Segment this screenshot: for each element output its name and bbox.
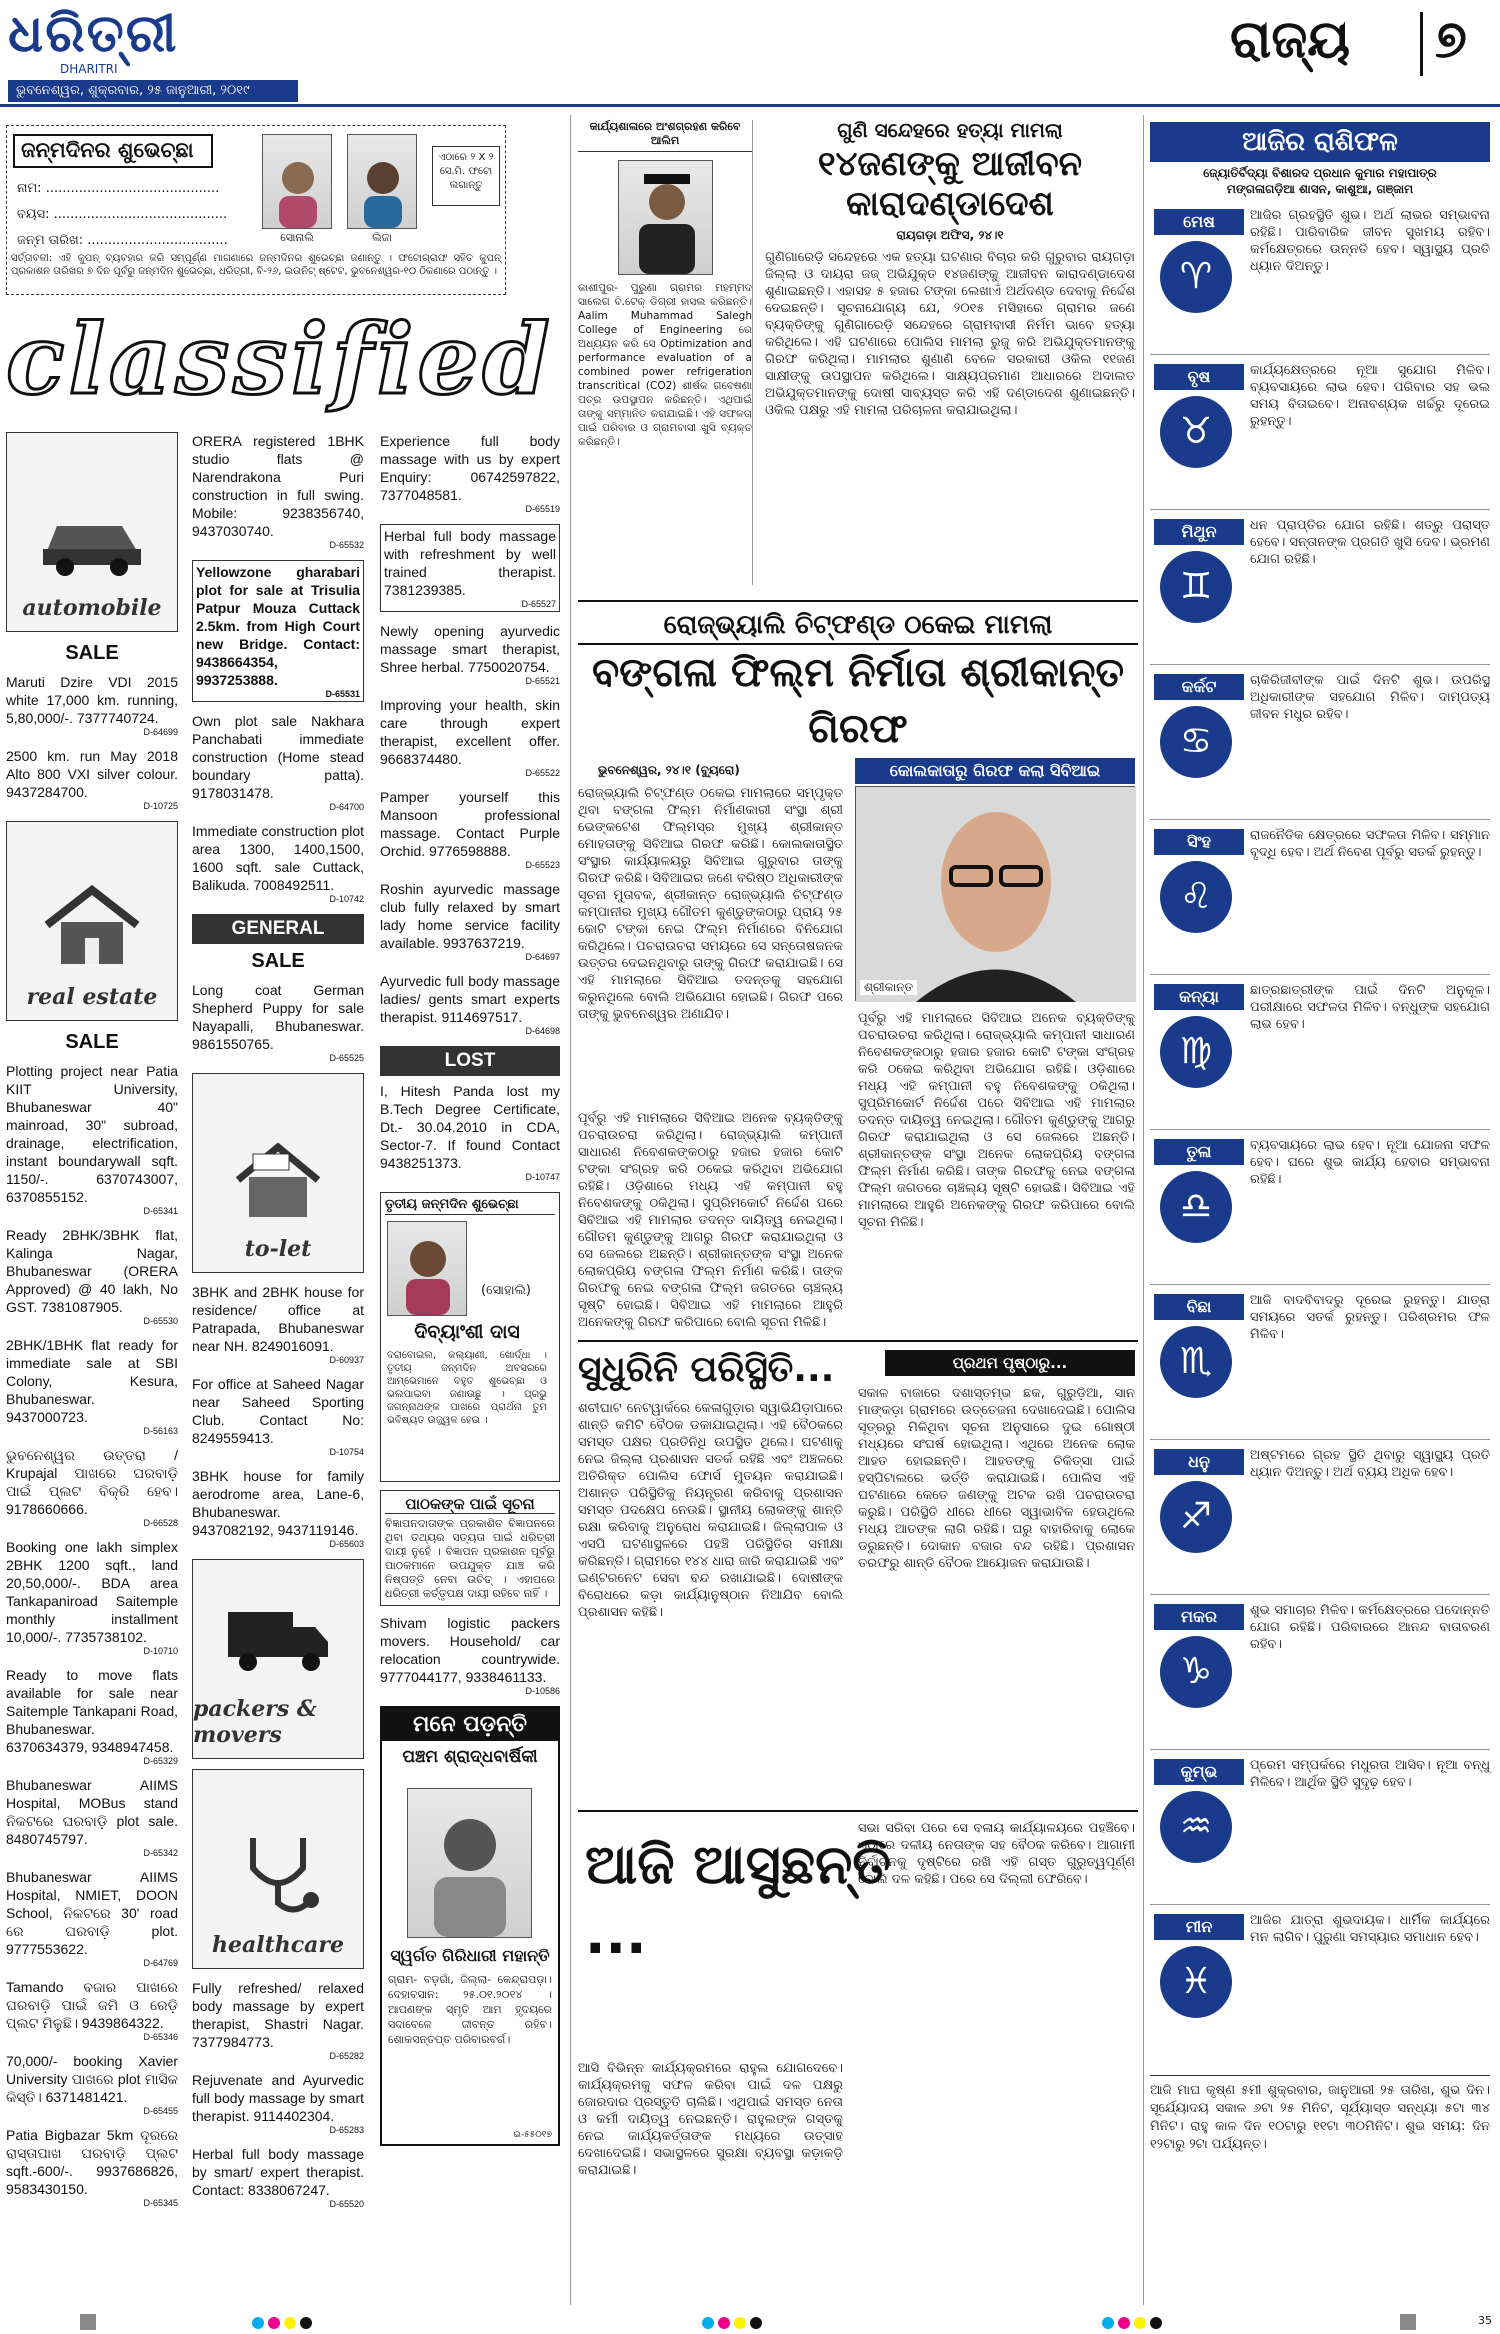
zodiac-sign-icon: ♉	[1160, 396, 1232, 468]
rashi-prediction: ଛାତ୍ରଛାତ୍ରୀଙ୍କ ପାଇଁ ଦିନଟି ଅନୁକୂଳ। ପରୀକ୍ଷାରେ ସଫଳତା ମିଳିବ। ବନ୍ଧୁଙ୍କ ସହଯୋଗ ଲାଭ ହେବ।	[1250, 983, 1490, 1032]
classified-column-2	[192, 432, 364, 2302]
rashi-divider	[1150, 1749, 1490, 1750]
column-rule	[570, 115, 571, 2305]
category-label: real estate	[26, 984, 158, 1010]
classified-ad[interactable]: 2500 km. run May 2018 Alto 800 VXI silver colour. 9437284700. D-10725	[6, 748, 178, 811]
rashi-name: ଧନୁ	[1154, 1449, 1244, 1475]
story-dateline: ରାୟଗଡ଼ା ଅଫିସ, ୨୪।୧	[896, 228, 1004, 242]
person-portrait-icon	[856, 787, 1136, 1002]
classified-ad[interactable]: 70,000/- booking Xavier University ପାଖରେ plot ମାସିକ କିସ୍ତି। 6371481421. D-65455	[6, 2053, 178, 2116]
rashi-name: କୁମ୍ଭ	[1154, 1759, 1244, 1785]
rashi-prediction: ଆଜିର ଗ୍ରହସ୍ଥିତି ଶୁଭ। ଅର୍ଥ ଲାଭର ସମ୍ଭାବନା ରହିଛି। ପାରିବାରିକ ଜୀବନ ସୁଖମୟ ରହିବ। କର୍ମକ୍ଷେତ୍ରରେ ଉନ୍ନତି ହେବ। ସ୍ୱାସ୍ଥ୍ୟ ପ୍ରତି ଧ୍ୟାନ ଦିଅନ୍ତୁ।	[1250, 208, 1490, 274]
logo-subtext: DHARITRI	[60, 62, 118, 76]
rashi-name: ମିଥୁନ	[1154, 519, 1244, 545]
news-story-rosevalley	[578, 610, 1138, 778]
print-register-bar	[0, 2310, 1500, 2334]
color-register-marks	[1100, 2314, 1164, 2333]
classified-ad[interactable]: Tamando ବଜାର ପାଖରେ ଘରବାଡ଼ି ପାଇଁ ଜମି ଓ ରେଡ଼ି ପ୍ଲଟ ମିଳୁଛି। 9439864322. D-65346	[6, 1979, 178, 2042]
zodiac-sign-icon: ♈	[1160, 241, 1232, 313]
classified-ad[interactable]: Bhubaneswar AIIMS Hospital, NMIET, DOON School, ନିକଟରେ 30' road ରେ ଘରବାଡ଼ି plot. 9777553622. D-64769	[6, 1869, 178, 1968]
photo-size-note: ଏଠାରେ ୨ X ୨ ସେ.ମି. ଫଟୋ ଲଗାନ୍ତୁ	[432, 146, 500, 206]
classified-ad[interactable]: 2BHK/1BHK flat ready for immediate sale at SBI Colony, Kesura, Bhubaneswar. 9437000723. D-56163	[6, 1337, 178, 1436]
category-label: healthcare	[212, 1932, 344, 1958]
zodiac-sign-icon: ♐	[1160, 1481, 1232, 1553]
rashi-prediction: ଚାକିରିଜୀବୀଙ୍କ ପାଇଁ ଦିନଟି ଶୁଭ। ଉପରିସ୍ଥ ଅଧିକାରୀଙ୍କ ସହଯୋଗ ମିଳିବ। ଦାମ୍ପତ୍ୟ ଜୀବନ ମଧୁର ରହିବ।	[1250, 673, 1490, 722]
rashi-row	[1150, 1755, 1490, 1903]
story-kicker: ରୋଜ୍‌ଭ୍ୟାଲି ଚିଟ୍‌ଫଣ୍ଡ ଠକେଇ ମାମଲା	[578, 610, 1138, 645]
rashi-row	[1150, 515, 1490, 663]
reader-notice-title: ପାଠକଙ୍କ ପାଇଁ ସୂଚନା	[385, 1495, 555, 1514]
house-icon	[37, 880, 147, 970]
classified-ad[interactable]: I, Hitesh Panda lost my B.Tech Degree Certificate, Dt.- 30.04.2010 in CDA, Sector-7. If found Contact 9438251373. D-10747	[380, 1083, 560, 1182]
classified-ad[interactable]: Experience full body massage with us by expert Enquiry: 06742597822, 7377048581. D-65519	[380, 433, 560, 514]
story-headline: ଆଜି ଆସୁଛନ୍ତି ...	[585, 1833, 891, 1966]
rashi-prediction: ଆଜିର ଯାତ୍ରା ଶୁଭଦାୟକ। ଧାର୍ମିକ କାର୍ଯ୍ୟରେ ମନ ଲାଗିବ। ପୁରୁଣା ସମସ୍ୟାର ସମାଧାନ ହେବ।	[1250, 1913, 1490, 1945]
graduate-portrait-icon	[619, 164, 712, 274]
rashi-row	[1150, 1135, 1490, 1283]
story-headline: ବଙ୍ଗଳା ଫିଲ୍ମ ନିର୍ମାତା ଶ୍ରୀକାନ୍ତ ଗିରଫ	[592, 650, 1124, 752]
birthday-coupon	[6, 125, 506, 295]
color-register-marks	[250, 2314, 314, 2333]
news-story-life-sentence	[765, 118, 1135, 588]
rashi-row	[1150, 1910, 1490, 2058]
classified-column-1	[6, 432, 178, 2302]
rashi-prediction: ବ୍ୟବସାୟରେ ଲାଭ ହେବ। ନୂଆ ଯୋଜନା ସଫଳ ହେବ। ଘରେ ଶୁଭ କାର୍ଯ୍ୟ ହେବାର ସମ୍ଭାବନା ରହିଛି।	[1250, 1138, 1490, 1187]
classified-banner: classified	[6, 303, 554, 416]
classified-ad[interactable]: Ready to move flats available for sale near Saitemple Tankapani Road, Bhubaneswar. 6370634379, 9348947458. D-65329	[6, 1667, 178, 1766]
story-body-col1: ଶଚୀଘାଟ ନେଟୱାର୍କରେ କେଳାଗୁଡ଼ାର ସ୍ୱାଭିଯିଡ଼ାପାରେ ଶାନ୍ତି କମିଟି ବୈଠକ ଡକାଯାଇଥିଲା। ଏହି ବୈଠକରେ ସମସ୍ତ ପକ୍ଷର ପ୍ରତିନିଧି ଉପସ୍ଥିତ ଥିଲେ। ଘଟଣାକୁ ନେଇ ଜିଲ୍ଲା ପ୍ରଶାସନ ସତର୍କ ରହିଛି ଏବଂ ଅଞ୍ଚଳରେ ଅତିରିକ୍ତ ପୋଲିସ ଫୋର୍ସ ମୁତୟନ କରାଯାଇଛି। ଅଶାନ୍ତ ପରିସ୍ଥିତିକୁ ନିୟନ୍ତ୍ରଣ କରିବାକୁ ପ୍ରଶାସନ ସମସ୍ତ ପଦକ୍ଷେପ ନେଉଛି। ସ୍ଥାନୀୟ ଲୋକଙ୍କୁ ଶାନ୍ତି ରକ୍ଷା କରିବାକୁ ଅନୁରୋଧ କରାଯାଇଛି। ଜିଲ୍ଲାପାଳ ଓ ଏସପି ଘଟଣାସ୍ଥଳରେ ପହଞ୍ଚି ପରିସ୍ଥିତିର ସମୀକ୍ଷା କରିଛନ୍ତି। ଗ୍ରାମରେ ୧୪୪ ଧାରା ଜାରି କରାଯାଇଛି ଏବଂ ଇଣ୍ଟରନେଟ ସେବା ବନ୍ଦ ରଖାଯାଇଛି। ଦୋଷୀଙ୍କ ବିରୋଧରେ କଡ଼ା କାର୍ଯ୍ୟାନୁଷ୍ଠାନ ନିଆଯିବ ବୋଲି ପ୍ରଶାସନ କହିଛି।	[578, 1401, 843, 1620]
photo2-caption: ଲିଜା	[372, 231, 392, 244]
sale-heading: SALE	[65, 1031, 119, 1053]
zodiac-sign-icon: ♊	[1160, 551, 1232, 623]
birthday-ad-text: ଦରାବୋଇଲ, କଲ୍ୟାଣୀ, ଖୋର୍ଦ୍ଧା । ତୃତୀୟ ଜନ୍ମଦିନ ଅବସରରେ ଆମ୍ଭେମାନେ ବହୁତ ଶୁଭେଚ୍ଛା ଓ ଭଲପାଇବା ଜଣାଉଛୁ । ପ୍ରଭୁ ଜଗନ୍ନାଥଙ୍କ ପାଖରେ ପ୍ରାର୍ଥନା ତୁମ ଭବିଷ୍ୟତ ଉଜ୍ଜ୍ୱଳ ହେଉ ।	[387, 1350, 547, 1426]
rashi-row	[1150, 980, 1490, 1128]
memorial-heading: ମନେ ପଡ଼ନ୍ତି	[382, 1708, 558, 1741]
zodiac-sign-icon: ♓	[1160, 1946, 1232, 2018]
classified-ad[interactable]: For office at Saheed Nagar near Saheed Sporting Club. Contact No: 8249559413. D-10754	[192, 1376, 364, 1457]
rashi-divider	[1150, 819, 1490, 820]
rashifal-address: ମଙ୍ଗଳାଗଡ଼ିଆ ଶାସନ, କାଶୁଆ, ଗଞ୍ଜାମ	[1226, 182, 1414, 196]
birthday-terms: ସର୍ତ୍ତାବଳୀ: ଏହି କୁପନ୍ ବ୍ୟବହାର କରି ସମ୍ପୂର୍ଣ୍ଣ ମାଗଣାରେ ଜନ୍ମଦିନର ଶୁଭେଚ୍ଛା ଜଣାନ୍ତୁ । ଫଟୋଗ୍ରାଫ ସହିତ କୁପନ୍ ପ୍ରକାଶନ ତାରିଖର ୭ ଦିନ ପୂର୍ବରୁ ଜନ୍ମଦିନ ଶୁଭେଚ୍ଛା, ଧରିତ୍ରୀ, ବି-୨୬, ଇଉନିଟ୍ ଷ୍ଟେଟ, ଭୁବନେଶ୍ୱର-୧୦ ଠିକଣାରେ ପଠାନ୍ତୁ ।	[11, 253, 501, 277]
rashi-prediction: ଆଜି ବାଦବିବାଦରୁ ଦୂରେଇ ରୁହନ୍ତୁ। ଯାତ୍ରା ସମୟରେ ସତର୍କ ରୁହନ୍ତୁ। ପରିଶ୍ରମର ଫଳ ମିଳିବ।	[1250, 1293, 1490, 1342]
classified-ad[interactable]: 3BHK and 2BHK house for residence/ office at Patrapada, Bhubaneswar near NH. 8249016091. D-60937	[192, 1284, 364, 1365]
story-body-col2: ସକାଳ ବାଜାରେ ଦଶାସ୍ତମ୍ଭ ଛକ, ଗୁରୁଡ଼ିଆ, ସାନ ମାଙ୍କଡ଼ା ଗ୍ରାମରେ ଉତ୍ତେଜନା ଦେଖାଦେଇଛି। ପୋଲିସ ସୂତ୍ରରୁ ମିଳିଥିବା ସୂଚନା ଅନୁସାରେ ଦୁଇ ଗୋଷ୍ଠୀ ମଧ୍ୟରେ ସଂଘର୍ଷ ହୋଇଥିଲା। ଏଥିରେ ଅନେକ ଲୋକ ଆହତ ହୋଇଛନ୍ତି। ଆହତଙ୍କୁ ଚିକିତ୍ସା ପାଇଁ ହସ୍ପିଟାଲରେ ଭର୍ତ୍ତି କରାଯାଇଛି। ପୋଲିସ ଏହି ଘଟଣାରେ କେତେ ଜଣଙ୍କୁ ଅଟକ ରଖି ପଚରାଉଚରା କରୁଛି। ପରିସ୍ଥିତି ଧୀରେ ଧୀରେ ସ୍ୱାଭାବିକ ହେଉଥିଲେ ମଧ୍ୟ ଆତଙ୍କ ଲାଗି ରହିଛି। ଘରୁ ବାହାରିବାକୁ ଲୋକେ ଡରୁଛନ୍ତି। ଦୋକାନ ବଜାର ବନ୍ଦ ରହିଛି। ପ୍ରଶାସନ ତରଫରୁ ଶାନ୍ତି ବୈଠକ ଆୟୋଜନ କରାଯାଉଛି।	[858, 1386, 1135, 1571]
rashi-divider	[1150, 354, 1490, 355]
category-tile-automobile	[6, 432, 178, 632]
memorial-name: ସ୍ୱର୍ଗତ ଗିରିଧାରୀ ମହାନ୍ତି	[390, 1946, 550, 1965]
zodiac-sign-icon: ♎	[1160, 1171, 1232, 1243]
rashi-row	[1150, 825, 1490, 973]
accused-photo	[855, 786, 1135, 1001]
rashifal-author: ଜ୍ୟୋତିର୍ବିଦ୍ୟା ବିଶାରଦ ପ୍ରଧାନ କୁମାର ମହାପାତ୍ର	[1203, 166, 1437, 180]
classified-ad[interactable]: Immediate construction plot area 1300, 1400,1500, 1600 sqft. sale Cuttack, Balikuda. 7008492511. D-10742	[192, 823, 364, 904]
felicitation-body: କାଶୀପୁର- ପୁରୁଣା ଗ୍ରାମର ମହମ୍ମଦ ସାଲେଗ ବି.ଟେକ୍ ଡିଗ୍ରୀ ହାସଲ କରିଛନ୍ତି। Aalim Muhammad Salegh College of Engineering ରେ ଅଧ୍ୟୟନ କରି ସେ Optimization and performance evaluation of a combined power refrigeration transcritical (CO2) ଶୀର୍ଷକ ଗବେଷଣା ପତ୍ର ଉପସ୍ଥାପନ କରିଛନ୍ତି। ଏଥିପାଇଁ ତାଙ୍କୁ ସମ୍ମାନିତ କରାଯାଇଛି। ଏହି ସଫଳତା ପାଇଁ ପରିବାର ଓ ଗ୍ରାମବାସୀ ଖୁସି ବ୍ୟକ୍ତ କରିଛନ୍ତି।	[578, 282, 752, 448]
sale-heading: SALE	[65, 642, 119, 664]
story-headline: ସୁଧୁରିନି ପରିସ୍ଥିତି...	[578, 1349, 835, 1390]
rashi-name: କର୍କଟ	[1154, 674, 1244, 700]
car-icon	[37, 491, 147, 581]
photo-tag: କୋଲକାତାରୁ ଗିରଫ କଲା ସିବିଆଇ	[855, 758, 1135, 784]
birthday-form	[17, 176, 247, 254]
memorial-photo	[407, 1788, 532, 1938]
classified-ad[interactable]: Improving your health, skin care through expert therapist, excellent offer. 9668374480. D-65522	[380, 697, 560, 778]
logo-text: ଧରିତ୍ରୀ	[8, 4, 179, 64]
category-tile-packers	[192, 1559, 364, 1759]
child-portrait-icon	[388, 1225, 466, 1315]
classified-ad[interactable]: Pamper yourself this Mansoon professional massage. Contact Purple Orchid. 9776598888. D-65523	[380, 789, 560, 870]
category-heading-lost: LOST	[380, 1046, 560, 1076]
zodiac-sign-icon: ♒	[1160, 1791, 1232, 1863]
section-title: ରାଜ୍ୟ	[1230, 10, 1351, 70]
felicitation-story	[578, 120, 753, 585]
story-rule	[578, 600, 1138, 602]
rashi-prediction: ଧନ ପ୍ରାପ୍ତିର ଯୋଗ ରହିଛି। ଶତ୍ରୁ ପରାସ୍ତ ହେବେ। ସନ୍ତାନଙ୍କ ପ୍ରଗତି ଖୁସି ଦେବ। ଭ୍ରମଣ ଯୋଗ ରହିଛି।	[1250, 518, 1490, 567]
rashi-row	[1150, 360, 1490, 508]
classified-ad[interactable]: Roshin ayurvedic massage club fully relaxed by smart lady home service facility available. 9937637219. D-64697	[380, 881, 560, 962]
form-field-name[interactable]: ନାମ: ..........................................	[17, 181, 220, 196]
category-label: packers & movers	[193, 1696, 317, 1748]
rashi-divider	[1150, 1129, 1490, 1130]
zodiac-sign-icon: ♋	[1160, 706, 1232, 778]
rashi-row	[1150, 1445, 1490, 1593]
reader-notice-text: ବିଜ୍ଞାପନଦାତାଙ୍କ ପ୍ରକାଶିତ ବିଜ୍ଞାପନରେ ଥିବା ତଥ୍ୟର ସତ୍ୟତା ପାଇଁ ଧରିତ୍ରୀ ଦାୟୀ ନୁହେଁ । ବିଜ୍ଞାପନ ପ୍ରକାଶନ ପୂର୍ବରୁ ପାଠକମାନେ ଉପଯୁକ୍ତ ଯାଞ୍ଚ କରି ନିଷ୍ପତ୍ତି ନେବା ଉଚିତ୍ । ଏହାପରେ ଧରିତ୍ରୀ କର୍ତ୍ତୃପକ୍ଷ ଦାୟୀ ରହିବେ ନାହିଁ ।	[385, 1517, 555, 1600]
category-tile-real-estate	[6, 821, 178, 1021]
sample-photo-1	[262, 134, 332, 229]
column-rule	[1143, 115, 1144, 2305]
truck-icon	[223, 1592, 333, 1682]
panjika-text: ଆଜି ମାଘ କୃଷ୍ଣ ୫ମୀ ଶୁକ୍ରବାର, ଜାନୁଆରୀ ୨୫ ତାରିଖ, ଶୁଭ ଦିନ। ସୂର୍ଯ୍ୟୋଦୟ ସକାଳ ୬ଟା ୨୫ ମିନିଟ, ସୂର୍ଯ୍ୟାସ୍ତ ସନ୍ଧ୍ୟା ୫ଟା ୩୪ ମିନିଟ। ରାହୁ କାଳ ଦିନ ୧୦ଟାରୁ ୧୧ଟା ୩୦ମିନିଟ। ଶୁଭ ସମୟ: ଦିନ ୧୨ଟାରୁ ୨ଟା ପର୍ଯ୍ୟନ୍ତ।	[1150, 2083, 1490, 2152]
zodiac-sign-icon: ♏	[1160, 1326, 1232, 1398]
registration-square	[1400, 2314, 1416, 2330]
classified-ad[interactable]: Fully refreshed/ relaxed body massage by expert therapist, Shastri Nagar. 7377984773. D-65282	[192, 1980, 364, 2061]
registration-square	[80, 2314, 96, 2330]
stethoscope-icon	[223, 1828, 333, 1918]
continued-tag: ପ୍ରଥମ ପୃଷ୍ଠାରୁ...	[885, 1350, 1135, 1376]
birthday-title: ଜନ୍ମଦିନର ଶୁଭେଚ୍ଛା	[13, 134, 213, 168]
classified-ad[interactable]: Herbal full body massage by smart/ expert therapist. Contact: 8338067247. D-65520	[192, 2146, 364, 2209]
rashi-divider	[1150, 1904, 1490, 1905]
photo1-caption: ସୋନାଲି	[280, 231, 314, 244]
classified-ad-boxed[interactable]: Yellowzone gharabari plot for sale at Trisulia Patpur Mouza Cuttack 2.5km. from High Court new Bridge. Contact: 9438664354, 9937253888. D-65531	[192, 560, 364, 702]
memorial-subheading: ପଞ୍ଚମ ଶ୍ରାଦ୍ଧବାର୍ଷିକୀ	[402, 1747, 538, 1767]
classified-column-3	[380, 432, 560, 2302]
rashifal-title: ଆଜିର ରାଶିଫଳ	[1150, 122, 1490, 162]
rashi-prediction: ଅଷ୍ଟମରେ ଗ୍ରହ ସ୍ଥିତି ଥିବାରୁ ସ୍ୱାସ୍ଥ୍ୟ ପ୍ରତି ଧ୍ୟାନ ଦିଅନ୍ତୁ। ଅର୍ଥ ବ୍ୟୟ ଅଧିକ ହେବ।	[1250, 1448, 1490, 1480]
page-number: ୭	[1435, 10, 1467, 70]
story-body: ଗୁଣିଗାରେଡ଼ି ସନ୍ଦେହରେ ଏକ ହତ୍ୟା ଘଟଣାର ବିଚାର କରି ଗୁରୁବାର ରାୟଗଡ଼ା ଜିଲ୍ଲା ଓ ଦାୟରା ଜଜ୍ ଅଭିଯୁକ୍ତ ୧୪ଜଣଙ୍କୁ ଆଜୀବନ କାରାଦଣ୍ଡାଦେଶ ଶୁଣାଇଛନ୍ତି। ଏହାସହ ୫ ହଜାର ଟଙ୍କା ଲେଖାଏଁ ଅର୍ଥଦଣ୍ଡ ଦେବାକୁ ନିର୍ଦ୍ଦେଶ ଦେଇଛନ୍ତି। ସୂଚନାଯୋଗ୍ୟ ଯେ, ୨୦୧୫ ମସିହାରେ ଗ୍ରାମର ଜଣେ ବ୍ୟକ୍ତିଙ୍କୁ ଗୁଣିଗାରେଡ଼ି ସନ୍ଦେହରେ ଗ୍ରାମବାସୀ ନିର୍ମମ ଭାବେ ହତ୍ୟା କରିଥିଲେ। ଏହି ଘଟଣାରେ ପୋଲିସ ମାମଲା ରୁଜୁ କରି ଅଭିଯୁକ୍ତମାନଙ୍କୁ ଗିରଫ କରିଥିଲା। ମାମଲାର ଶୁଣାଣି ବେଳେ ସରକାରୀ ଓକିଲ ୧୧ଜଣ ସାକ୍ଷୀଙ୍କୁ ଉପସ୍ଥାପନ କରିଥିଲେ। ସାକ୍ଷ୍ୟପ୍ରମାଣ ଆଧାରରେ ଅଦାଲତ ଅଭିଯୁକ୍ତମାନଙ୍କୁ ଦୋଷୀ ସାବ୍ୟସ୍ତ କରି ଏହି ଦଣ୍ଡାଦେଶ ଶୁଣାଇଛନ୍ତି। ଓକିଲ ପକ୍ଷରୁ ଏହି ମାମଲା ପରିଚାଳନା କରାଯାଇଥିଲା।	[765, 250, 1135, 418]
category-tile-healthcare	[192, 1769, 364, 1969]
form-field-dob[interactable]: ଜନ୍ମ ତାରିଖ: ..................................	[17, 233, 228, 248]
rashi-row	[1150, 205, 1490, 353]
classified-ad[interactable]: Own plot sale Nakhara Panchabati immediate construction (Home stead boundary patta). 9178031478. D-64700	[192, 713, 364, 812]
rashi-divider	[1150, 1439, 1490, 1440]
rashi-divider	[1150, 1594, 1490, 1595]
category-heading-general: GENERAL	[192, 914, 364, 944]
rashi-row	[1150, 1600, 1490, 1748]
story-body-col1-cont: ପୂର୍ବରୁ ଏହି ମାମଲାରେ ସିବିଆଇ ଅନେକ ବ୍ୟକ୍ତିଙ୍କୁ ପଚରାଉଚରା କରିଥିଲା। ରୋଜ୍‌ଭ୍ୟାଲି କମ୍ପାନୀ ସାଧାରଣ ନିବେଶକଙ୍କଠାରୁ ହଜାର ହଜାର କୋଟି ଟଙ୍କା ସଂଗ୍ରହ କରି ଠକେଇ କରିଥିବା ଅଭିଯୋଗ ରହିଛି। ଓଡ଼ିଶାରେ ମଧ୍ୟ ଏହି କମ୍ପାନୀ ବହୁ ନିବେଶକଙ୍କୁ ଠକିଥିଲା। ସୁପ୍ରିମକୋର୍ଟ ନିର୍ଦ୍ଦେଶ ପରେ ସିବିଆଇ ଏହି ମାମଲାର ତଦନ୍ତ ଦାୟିତ୍ୱ ନେଇଥିଲା। ଗୌତମ କୁଣ୍ଡୁଙ୍କୁ ଆଗରୁ ଗିରଫ କରାଯାଇଥିଲା ଓ ସେ ଜେଲରେ ଅଛନ୍ତି। ଶ୍ରୀକାନ୍ତଙ୍କ ସଂସ୍ଥା ଅନେକ ଲୋକପ୍ରିୟ ବଙ୍ଗଳା ଫିଲ୍ମ ନିର୍ମାଣ କରିଛି। ତାଙ୍କ ଗିରଫକୁ ନେଇ ବଙ୍ଗଳା ଫିଲ୍ମ ଜଗତରେ ଚାଞ୍ଚଲ୍ୟ ସୃଷ୍ଟି ହୋଇଛି। ସିବିଆଇ ଏହି ମାମଲାରେ ଆହୁରି ଅନେକଙ୍କୁ ଗିରଫ କରିପାରେ ବୋଲି ସୂଚନା ମିଳିଛି।	[578, 1111, 843, 1330]
classified-ad[interactable]: Ayurvedic full body massage ladies/ gents smart experts therapist. 9114697517. D-64698	[380, 973, 560, 1036]
child-portrait-icon	[263, 148, 331, 228]
classified-ad[interactable]: Maruti Dzire VDI 2015 white 17,000 km. running, 5,80,000/-. 7377740724. D-64699	[6, 674, 178, 737]
classified-ad[interactable]: Long coat German Shepherd Puppy for sale Nayapalli, Bhubaneswar. 9861550765. D-65525	[192, 982, 364, 1063]
story-body-col1: ରୋଜ୍‌ଭ୍ୟାଲି ଚିଟ୍‌ଫଣ୍ଡ ଠକେଇ ମାମଲାରେ ସମ୍ପୃକ୍ତ ଥିବା ବଙ୍ଗଳା ଫିଲ୍ମ ନିର୍ମାଣକାରୀ ସଂସ୍ଥା ଶ୍ରୀ ଭେଙ୍କଟେଶ ଫିଲ୍ମସ୍‌ର ମୁଖ୍ୟ ଶ୍ରୀକାନ୍ତ ମୋହତାଙ୍କୁ ସିବିଆଇ ଗିରଫ କରିଛି। କୋଲକାତାସ୍ଥିତ ସଂସ୍ଥାର କାର୍ଯ୍ୟାଳୟରୁ ସିବିଆଇ ଗୁରୁବାର ତାଙ୍କୁ ଗିରଫ କରିଛି। ସିବିଆଇର ଜଣେ ବରିଷ୍ଠ ଅଧିକାରୀଙ୍କ ସୂଚନା ମୁତାବକ, ଶ୍ରୀକାନ୍ତ ରୋଜ୍‌ଭ୍ୟାଲି ଚିଟ୍‌ଫଣ୍ଡ କମ୍ପାନୀର ମୁଖ୍ୟ ଗୌତମ କୁଣ୍ଡୁଙ୍କଠାରୁ ପ୍ରାୟ ୨୫ କୋଟି ଟଙ୍କା ନେଇ ଫିଲ୍ମ ନିର୍ମାଣରେ ବିନିଯୋଗ କରିଥିଲେ। ପଚରାଉଚରା ସମୟରେ ସେ ସନ୍ତୋଷଜନକ ଉତ୍ତର ଦେଇନଥିବାରୁ ତାଙ୍କୁ ଗିରଫ କରାଯାଇଛି। ସେ ଏହି ମାମଲାରେ ସିବିଆଇ ତଦନ୍ତକୁ ସହଯୋଗ କରୁନଥିଲେ ବୋଲି ଅଭିଯୋଗ ହୋଇଛି। ଗିରଫ ପରେ ତାଙ୍କୁ ଭୁବନେଶ୍ୱର ଅଣାଯିବ।	[578, 786, 843, 1022]
rashi-name: ବିଛା	[1154, 1294, 1244, 1320]
rashi-row	[1150, 1290, 1490, 1438]
story-kicker: ଗୁଣି ସନ୍ଦେହରେ ହତ୍ୟା ମାମଲା	[837, 118, 1063, 142]
felicitation-title: କାର୍ଯ୍ୟଶାଳାରେ ଅଂଶଗ୍ରହଣ କରିବେ ଆଲିମ	[578, 120, 752, 152]
memorial-code: ଇ-୫୫୦୧୭	[513, 2130, 552, 2140]
classified-ad[interactable]: 3BHK house for family aerodrome area, Lane-6, Bhubaneswar. 9437082192, 9437119146. D-65603	[192, 1468, 364, 1549]
story-rule	[578, 1810, 1138, 1812]
zodiac-sign-icon: ♍	[1160, 1016, 1232, 1088]
rashi-name: ବୃଷ	[1154, 364, 1244, 390]
rashi-divider	[1150, 974, 1490, 975]
rashi-name: ମୀନ	[1154, 1914, 1244, 1940]
classified-ad[interactable]: Ready 2BHK/3BHK flat, Kalinga Nagar, Bhubaneswar (ORERA Approved) @ 40 lakh, No GST. 7381087905. D-65530	[6, 1227, 178, 1326]
felicitation-photo	[618, 160, 713, 275]
title-divider	[1420, 12, 1423, 76]
classified-ad[interactable]: Patia Bigbazar 5km ଦୂରରେ ରାସ୍ତାପାଖ ଘରବାଡ଼ି ପ୍ଲଟ sqft.-600/-. 9937686826, 9583430150. D-65345	[6, 2127, 178, 2208]
memorial-ad	[380, 1706, 560, 2146]
masthead-logo	[8, 6, 248, 76]
reader-notice	[380, 1490, 560, 1606]
child-portrait-icon	[348, 148, 416, 228]
rashi-row	[1150, 670, 1490, 818]
top-rule	[0, 104, 1500, 107]
classified-ad[interactable]: Shivam logistic packers movers. Household/ car relocation countrywide. 9777044177, 9338461133. D-10586	[380, 1615, 560, 1696]
category-label: automobile	[22, 595, 162, 621]
photo-caption: ଶ୍ରୀକାନ୍ତ	[860, 980, 917, 995]
birthday-ad-title: ତୃତୀୟ ଜନ୍ମଦିନ ଶୁଭେଚ୍ଛା	[385, 1197, 555, 1215]
classified-ad[interactable]: Plotting project near Patia KIIT University, Bhubaneswar 40" mainroad, 30" subroad, drainage, electrification, instant boundarywall sqft. 1150/-. 6370743007, 6370855152. D-65341	[6, 1063, 178, 1216]
classified-ad[interactable]: Bhubaneswar AIIMS Hospital, MOBus stand ନିକଟରେ ଘରବାଡ଼ି plot sale. 8480745797. D-65342	[6, 1777, 178, 1858]
classified-ad-boxed[interactable]: Herbal full body massage with refreshment by well trained therapist. 7381239385. D-65527	[380, 524, 560, 612]
classified-ad[interactable]: Rejuvenate and Ayurvedic full body massage by smart therapist. 9114402304. D-65283	[192, 2072, 364, 2135]
rashi-divider	[1150, 1284, 1490, 1285]
rashi-divider	[1150, 664, 1490, 665]
story-dateline: ଭୁବନେଶ୍ୱର, ୨୪।୧ (ବ୍ୟୁରୋ)	[598, 763, 740, 777]
zodiac-sign-icon: ♑	[1160, 1636, 1232, 1708]
rashi-name: ସିଂହ	[1154, 829, 1244, 855]
sample-photo-2	[347, 134, 417, 229]
classified-ad[interactable]: Newly opening ayurvedic massage smart therapist, Shree herbal. 7750020754. D-65521	[380, 623, 560, 686]
category-label: to-let	[244, 1236, 312, 1262]
form-field-age[interactable]: ବୟସ: ..........................................	[17, 207, 228, 222]
rashi-divider	[1150, 509, 1490, 510]
zodiac-sign-icon: ♌	[1160, 861, 1232, 933]
story-rule	[578, 1340, 1138, 1342]
house-to-let-icon	[223, 1132, 333, 1222]
person-portrait-icon	[410, 1797, 530, 1937]
rashi-prediction: ଶୁଭ ସମାଚାର ମିଳିବ। କର୍ମକ୍ଷେତ୍ରରେ ପଦୋନ୍ନତି ଯୋଗ ରହିଛି। ପରିବାରରେ ଆନନ୍ଦ ବାତାବରଣ ରହିବ।	[1250, 1603, 1490, 1652]
story-body-col2: ସଭା ସରିବା ପରେ ସେ ବଳାୟ କାର୍ଯ୍ୟାଳୟରେ ପହଞ୍ଚିବେ। ଏଠାରେ ଦଳୀୟ ନେତାଙ୍କ ସହ ବୈଠକ କରିବେ। ଆଗାମୀ ନିର୍ବାଚନକୁ ଦୃଷ୍ଟିରେ ରଖି ଏହି ଗସ୍ତ ଗୁରୁତ୍ୱପୂର୍ଣ୍ଣ ବୋଲି ଦଳ କହିଛି। ପରେ ସେ ଦିଲ୍ଲୀ ଫେରିବେ।	[858, 1821, 1135, 1887]
rashi-prediction: ରାଜନୈତିକ କ୍ଷେତ୍ରରେ ସଫଳତା ମିଳିବ। ସମ୍ମାନ ବୃଦ୍ଧି ହେବ। ଅର୍ଥ ନିବେଶ ପୂର୍ବରୁ ସତର୍କ ରୁହନ୍ତୁ।	[1250, 828, 1490, 860]
birthday-ad-tag: (ସୋହାଲି)	[481, 1283, 531, 1298]
memorial-text: ଗ୍ରାମ- ବଡ଼ଗାଁ, ଜିଲ୍ଲା- କେନ୍ଦ୍ରାପଡ଼ା। ଦେହାବସାନ: ୨୫.୦୧.୨୦୧୪ । ଆପଣଙ୍କ ସ୍ମୃତି ଆମ ହୃଦୟରେ ସଦାବେଳେ ଜୀବନ୍ତ ରହିବ। ଶୋକସନ୍ତପ୍ତ ପରିବାରବର୍ଗ।	[388, 1973, 552, 2046]
sale-heading: SALE	[251, 950, 305, 972]
classified-ad[interactable]: Booking one lakh simplex 2BHK 1200 sqft., land 20,50,000/-. BDA area Tankapaniroad Saitemple monthly installment 10,000/-. 7735738102. D-10710	[6, 1539, 178, 1656]
classified-ad[interactable]: ଭୁବନେଶ୍ୱର ଉତ୍ତରା / Krupajal ପାଖରେ ଘରବାଡ଼ି ପାଇଁ ପ୍ଲଟ ବିକ୍ରି ହେବ। 9178660666. D-66528	[6, 1447, 178, 1528]
rashi-name: କନ୍ୟା	[1154, 984, 1244, 1010]
birthday-child-photo	[387, 1221, 467, 1316]
rashi-name: ମକର	[1154, 1604, 1244, 1630]
story-body-col2: ପୂର୍ବରୁ ଏହି ମାମଲାରେ ସିବିଆଇ ଅନେକ ବ୍ୟକ୍ତିଙ୍କୁ ପଚରାଉଚରା କରିଥିଲା। ରୋଜ୍‌ଭ୍ୟାଲି କମ୍ପାନୀ ସାଧାରଣ ନିବେଶକଙ୍କଠାରୁ ହଜାର ହଜାର କୋଟି ଟଙ୍କା ସଂଗ୍ରହ କରି ଠକେଇ କରିଥିବା ଅଭିଯୋଗ ରହିଛି। ଓଡ଼ିଶାରେ ମଧ୍ୟ ଏହି କମ୍ପାନୀ ବହୁ ନିବେଶକଙ୍କୁ ଠକିଥିଲା। ସୁପ୍ରିମକୋର୍ଟ ନିର୍ଦ୍ଦେଶ ପରେ ସିବିଆଇ ଏହି ମାମଲାର ତଦନ୍ତ ଦାୟିତ୍ୱ ନେଇଥିଲା। ଗୌତମ କୁଣ୍ଡୁଙ୍କୁ ଆଗରୁ ଗିରଫ କରାଯାଇଥିଲା ଓ ସେ ଜେଲରେ ଅଛନ୍ତି। ଶ୍ରୀକାନ୍ତଙ୍କ ସଂସ୍ଥା ଅନେକ ଲୋକପ୍ରିୟ ବଙ୍ଗଳା ଫିଲ୍ମ ନିର୍ମାଣ କରିଛି। ତାଙ୍କ ଗିରଫକୁ ନେଇ ବଙ୍ଗଳା ଫିଲ୍ମ ଜଗତରେ ଚାଞ୍ଚଲ୍ୟ ସୃଷ୍ଟି ହୋଇଛି। ସିବିଆଇ ଏହି ମାମଲାରେ ଆହୁରି ଅନେକଙ୍କୁ ଗିରଫ କରିପାରେ ବୋଲି ସୂଚନା ମିଳିଛି।	[858, 1011, 1135, 1230]
rashi-prediction: କାର୍ଯ୍ୟକ୍ଷେତ୍ରରେ ନୂଆ ସୁଯୋଗ ମିଳିବ। ବ୍ୟବସାୟରେ ଲାଭ ହେବ। ପରିବାର ସହ ଭଲ ସମୟ ବିତାଇବେ। ଅନାବଶ୍ୟକ ଖର୍ଚ୍ଚରୁ ଦୂରେଇ ରୁହନ୍ତୁ।	[1250, 363, 1490, 429]
rashi-name: ତୁଳା	[1154, 1139, 1244, 1165]
dateline: ଭୁବନେଶ୍ୱର, ଶୁକ୍ରବାର, ୨୫ ଜାନୁଆରୀ, ୨୦୧୯	[8, 80, 298, 102]
page-code: 35	[1478, 2314, 1492, 2327]
rashi-name: ମେଷ	[1154, 209, 1244, 235]
color-register-marks	[700, 2314, 764, 2333]
birthday-ad-name: ଦିବ୍ୟାଂଶୀ ଦାସ	[414, 1321, 520, 1343]
rashi-prediction: ପ୍ରେମ ସମ୍ପର୍କରେ ମଧୁରତା ଆସିବ। ନୂଆ ବନ୍ଧୁ ମିଳିବେ। ଆର୍ଥିକ ସ୍ଥିତି ସୁଦୃଢ଼ ହେବ।	[1250, 1758, 1490, 1790]
story-body-col1: ଆସି ବିଭିନ୍ନ କାର୍ଯ୍ୟକ୍ରମରେ ରାହୁଲ ଯୋଗଦେବେ। କାର୍ଯ୍ୟକ୍ରମକୁ ସଫଳ କରିବା ପାଇଁ ଦଳ ପକ୍ଷରୁ ଜୋରଦାର ପ୍ରସ୍ତୁତି ଚାଲିଛି। ଏଥିପାଇଁ ସମସ୍ତ ନେତା ଓ କର୍ମୀ ଦାୟିତ୍ୱ ନେଇଛନ୍ତି। ରାହୁଲଙ୍କ ଗସ୍ତକୁ ନେଇ କାର୍ଯ୍ୟକର୍ତ୍ତାଙ୍କ ମଧ୍ୟରେ ଉତ୍ସାହ ଦେଖାଦେଇଛି। ସଭାସ୍ଥଳରେ ସୁରକ୍ଷା ବ୍ୟବସ୍ଥା କଡ଼ାକଡ଼ି କରାଯାଇଛି।	[578, 2061, 843, 2178]
birthday-ad	[380, 1192, 560, 1482]
classified-ad[interactable]: ORERA registered 1BHK studio flats @ Narendrakona Puri construction in full swing. Mobile: 9238356740, 9437030740. D-65532	[192, 433, 364, 550]
category-tile-to-let	[192, 1073, 364, 1273]
story-headline: ୧୪ଜଣଙ୍କୁ ଆଜୀବନ କାରାଦଣ୍ଡାଦେଶ	[817, 144, 1083, 224]
rashifal-divider	[1150, 2075, 1490, 2076]
